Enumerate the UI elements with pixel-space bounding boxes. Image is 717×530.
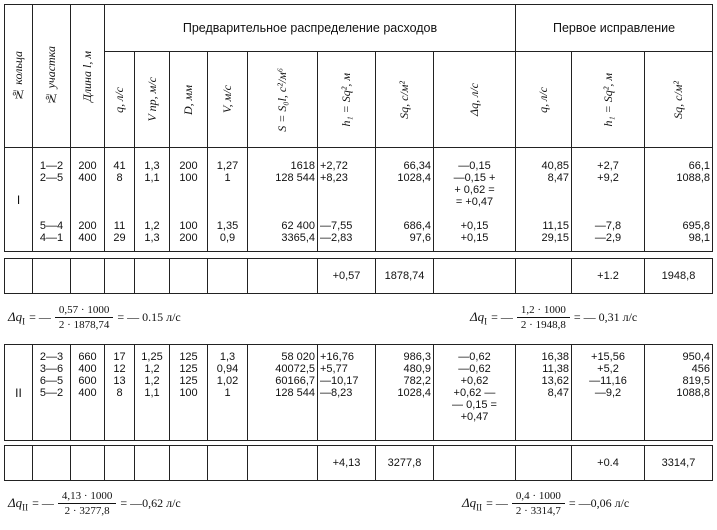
ring-1-sum-sq2: 1948,8 (645, 259, 713, 294)
formula-dq-ring-1-corrected: $\Delta q_I$ = — $\frac{1,2 \cdot 1000}{2 \cdot 1948,8}$ = — 0,31 л/с (470, 304, 638, 331)
formula-dq-ring-2: $\Delta q_{II}$ = — $\frac{4,13 \cdot 1000}{2 \cdot 3277,8}$ = —0,62 л/с (8, 490, 181, 517)
ring-1-d: 200 100 100 200 (179, 160, 198, 244)
ring-1-q2: 40,85 8,47 11,15 29,15 (541, 160, 570, 244)
ring-1-sum-h: +0,57 (318, 259, 376, 294)
ring-2-s: 58 020 40072,5 60166,7 128 544 (275, 351, 315, 399)
ring-2-q: 17 12 13 8 (113, 351, 126, 399)
ring-2-v: 1,3 0,94 1,02 1 (216, 351, 239, 399)
header-dq: Δq, л/с (434, 52, 516, 148)
header-h2: h₁ = Sq², м (572, 52, 645, 148)
header-q: q, л/с (105, 52, 135, 148)
sum-row-ring-1 (4, 258, 713, 294)
ring-2-sum-sq: 3277,8 (376, 446, 434, 481)
ring-2-vpr: 1,25 1,2 1,2 1,1 (141, 351, 163, 399)
header-length: Длина l, м (71, 5, 105, 148)
header-v: V, м/с (208, 52, 248, 148)
header-vpr: V пр, м/с (135, 52, 170, 148)
ring-2-h: +16,76 +5,77 —10,17 —8,23 (320, 351, 359, 399)
ring-2-sq2: 950,4 456 819,5 1088,8 (676, 351, 710, 399)
header-sq: Sq, с/м² (376, 52, 434, 148)
ring-1-sq2: 66,1 1088,8 695,8 98,1 (676, 160, 711, 244)
ring-2-d: 125 125 125 100 (179, 351, 198, 399)
header-q2: q, л/с (516, 52, 572, 148)
ring-1-sq: 66,34 1028,4 686,4 97,6 (397, 160, 431, 244)
header-group-preliminary: Предварительное распределение расходов (105, 5, 516, 52)
header-ring-no: № кольца (5, 5, 33, 148)
ring-1-label: I (5, 148, 33, 252)
ring-1-h: +2,72 +8,23 —7,55 —2,83 (320, 160, 353, 244)
ring-1-vpr: 1,3 1,1 1,2 1,3 (144, 160, 160, 244)
ring-1-q: 41 8 11 29 (113, 160, 126, 244)
ring-1-h2: +2,7 +9,2 —7,8 —2,9 (594, 160, 622, 244)
ring-1-sum-sq: 1878,74 (376, 259, 434, 294)
ring-2-sum-h: +4,13 (318, 446, 376, 481)
formula-dq-ring-2-corrected: $\Delta q_{II}$ = — $\frac{0,4 \cdot 1000}{2 \cdot 3314,7}$ = —0,06 л/с (462, 490, 630, 517)
ring-1-lengths: 200 400 200 400 (78, 160, 97, 244)
sum-row-ring-2 (4, 445, 713, 481)
ring-2-sections: 2—3 3—6 6—5 5—2 (39, 351, 64, 399)
ring-1-v: 1,27 1 1,35 0,9 (216, 160, 239, 244)
header-section-no: № участка (33, 5, 71, 148)
ring-1-s: 1618 128 544 62 400 3365,4 (275, 160, 315, 244)
header-h: h₁ = Sq², м (318, 52, 376, 148)
ring-2-q2: 16,38 11,38 13,62 8,47 (541, 351, 569, 399)
header-s: S = S₀l, с²/м⁶ (248, 52, 318, 148)
ring-2-h2: +15,56 +5,2 —11,16 —9,2 (589, 351, 627, 399)
ring-1-sum-h2: +1.2 (572, 259, 645, 294)
header-group-first-correction: Первое исправление (516, 5, 713, 52)
hydraulic-table-ring-1 (4, 4, 713, 252)
ring-2-sum-sq2: 3314,7 (645, 446, 713, 481)
ring-1-dq: —0,15 —0,15 + + 0,62 = = +0,47 +0,15 +0,15 (453, 160, 496, 244)
ring-2-sum-h2: +0.4 (572, 446, 645, 481)
ring-2-label: II (5, 345, 33, 441)
ring-2-lengths: 660 400 600 400 (78, 351, 97, 399)
header-sq2: Sq, с/м² (645, 52, 713, 148)
formula-dq-ring-1: $\Delta q_I$ = — $\frac{0,57 \cdot 1000}{2 \cdot 1878,74}$ = — 0.15 л/с (8, 304, 181, 331)
ring-2-dq: —0,62 —0,62 +0,62 +0,62 — — 0,15 = +0,47 (452, 351, 497, 423)
hydraulic-table-ring-2 (4, 344, 713, 441)
ring-1-sections: 1—2 2—5 5—4 4—1 (39, 160, 64, 244)
header-d: D, мм (170, 52, 208, 148)
ring-2-sq: 986,3 480,9 782,2 1028,4 (397, 351, 431, 399)
